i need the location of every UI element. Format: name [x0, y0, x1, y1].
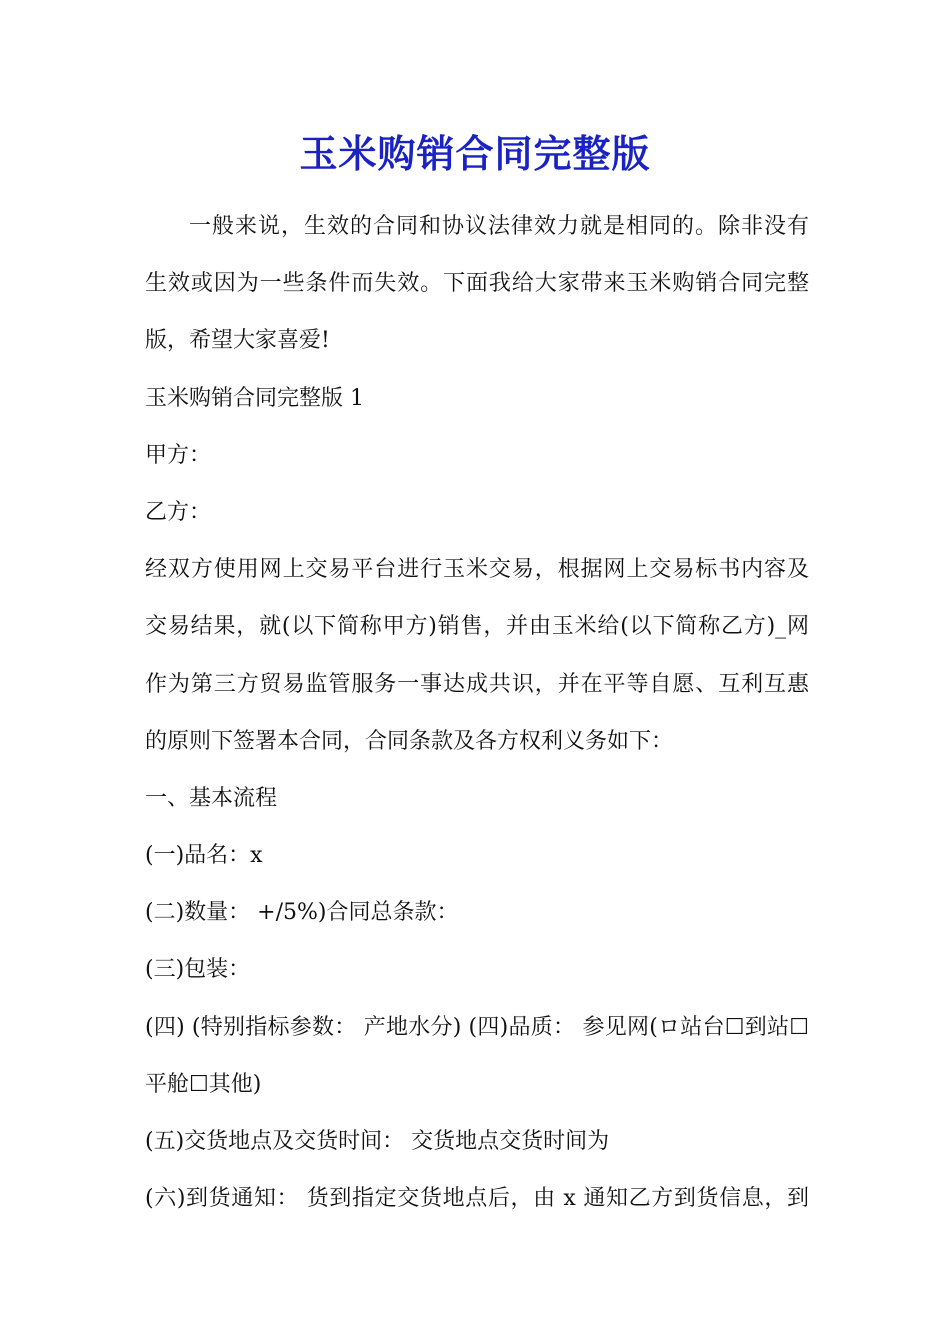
- clause-item: (五)交货地点及交货时间： 交货地点交货时间为: [145, 1129, 610, 1154]
- clause-item: (四) (特别指标参数： 产地水分) (四)品质： 参见网(ロ站台☐到站☐: [145, 1014, 809, 1040]
- document-title: 玉米购销合同完整版: [299, 131, 651, 176]
- clause-item: (三)包装：: [145, 957, 251, 983]
- clause-item: (一)品名：x: [145, 843, 263, 869]
- clause-item: 平舱☐其他): [145, 1071, 262, 1097]
- paragraph-line: 经双方使用网上交易平台进行玉米交易，根据网上交易标书内容及: [145, 557, 809, 583]
- paragraph-line: 作为第三方贸易监管服务一事达成共识，并在平等自愿、互利互惠: [145, 671, 809, 697]
- paragraph-line: 交易结果，就(以下简称甲方)销售，并由玉米给(以下简称乙方)_网: [145, 614, 809, 640]
- party-a-label: 甲方：: [145, 442, 212, 468]
- paragraph-line: 生效或因为一些条件而失效。下面我给大家带来玉米购销合同完整: [145, 271, 809, 297]
- clause-heading: 一、基本流程: [145, 785, 278, 811]
- party-b-label: 乙方：: [145, 499, 212, 525]
- document-body: [145, 198, 809, 1227]
- paragraph-line: 一般来说，生效的合同和协议法律效力就是相同的。除非没有: [189, 214, 809, 239]
- paragraph-line: 版，希望大家喜爱!: [145, 328, 330, 354]
- clause-item: (六)到货通知： 货到指定交货地点后，由 x 通知乙方到货信息，到: [145, 1186, 809, 1212]
- paragraph-line: 的原则下签署本合同，合同条款及各方权利义务如下：: [145, 728, 674, 754]
- section-heading: 玉米购销合同完整版 1: [145, 385, 364, 411]
- clause-item: (二)数量： +/5%)合同总条款：: [145, 900, 459, 926]
